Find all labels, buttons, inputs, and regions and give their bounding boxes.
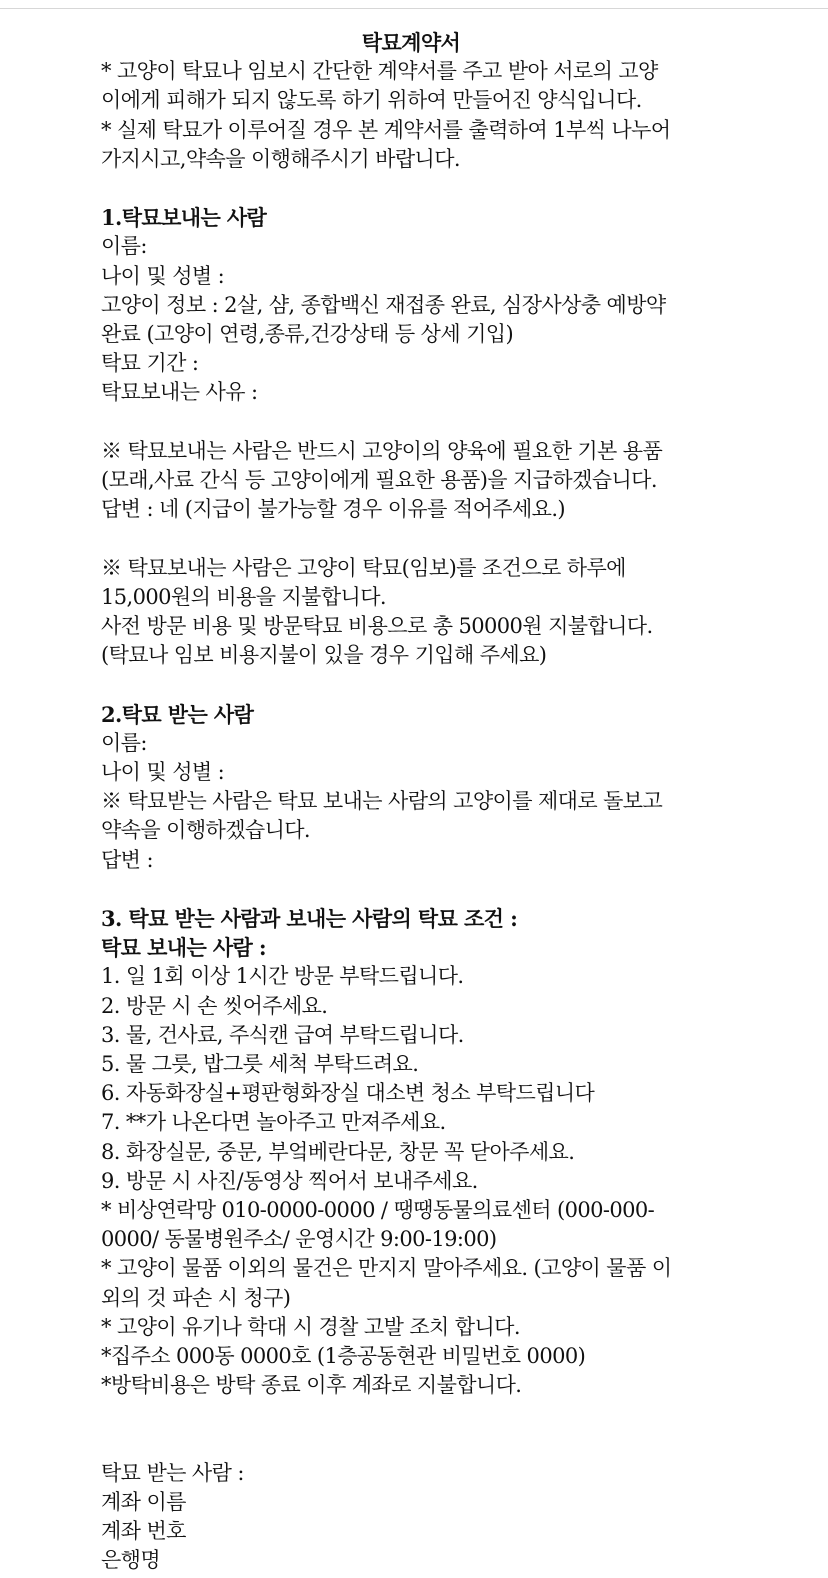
intro-block	[101, 57, 741, 174]
account-field: 은행명	[101, 1548, 161, 1573]
condition-note: * 고양이 물품 이외의 물건은 만지지 말아주세요. (고양이 물품 이	[101, 1256, 672, 1281]
condition-note: * 비상연락망 010-0000-0000 / 땡땡동물의료센터 (000-000-	[101, 1198, 655, 1223]
section-heading-sender: 1.탁묘보내는 사람	[101, 205, 267, 231]
condition-item: 9. 방문 시 사진/동영상 찍어서 보내주세요.	[101, 1168, 478, 1193]
top-divider	[0, 8, 828, 9]
sender-field: 탁묘 기간 :	[101, 351, 199, 376]
account-field: 탁묘 받는 사람 :	[101, 1460, 244, 1485]
spacer	[101, 524, 741, 553]
condition-item: 3. 물, 건사료, 주식캔 급여 부탁드립니다.	[101, 1022, 464, 1047]
supplies-answer: 답변 : 네 (지급이 불가능할 경우 이유를 적어주세요.)	[101, 497, 565, 522]
sender-field: 완료 (고양이 연령,종류,건강상태 등 상세 기입)	[101, 322, 514, 347]
account-field: 계좌 번호	[101, 1519, 186, 1544]
supplies-clause: ※ 탁묘보내는 사람은 반드시 고양이의 양육에 필요한 기본 용품	[101, 438, 663, 463]
condition-note: *집주소 000동 0000호 (1층공동현관 비밀번호 0000)	[101, 1344, 586, 1369]
sender-field: 이름:	[101, 234, 147, 259]
spacer	[101, 408, 741, 437]
sender-field: 나이 및 성별 :	[101, 263, 225, 288]
spacer	[101, 875, 741, 904]
fee-clause: 사전 방문 비용 및 방문탁묘 비용으로 총 50000원 지불합니다.	[101, 614, 653, 639]
condition-item: 7. **가 나온다면 놀아주고 만져주세요.	[101, 1110, 446, 1135]
receiver-field: 이름:	[101, 730, 147, 755]
supplies-clause: (모래,사료 간식 등 고양이에게 필요한 용품)을 지급하겠습니다.	[101, 468, 657, 493]
fee-clause: ※ 탁묘보내는 사람은 고양이 탁묘(임보)를 조건으로 하루에	[101, 555, 626, 580]
spacer	[101, 174, 741, 203]
conditions-subheading: 탁묘 보내는 사람 :	[101, 935, 267, 961]
receiver-clause: 약속을 이행하겠습니다.	[101, 818, 311, 843]
condition-item: 2. 방문 시 손 씻어주세요.	[101, 993, 328, 1018]
condition-item: 6. 자동화장실+평판형화장실 대소변 청소 부탁드립니다	[101, 1081, 595, 1106]
document-title: 탁묘계약서	[361, 30, 461, 55]
account-block	[101, 1459, 741, 1576]
intro-line: * 실제 탁묘가 이루어질 경우 본 계약서를 출력하여 1부씩 나누어	[101, 117, 671, 142]
contract-document	[101, 28, 741, 1576]
condition-note: 0000/ 동물병원주소/ 운영시간 9:00-19:00)	[101, 1227, 497, 1252]
condition-item: 5. 물 그릇, 밥그릇 세척 부탁드려요.	[101, 1052, 419, 1077]
spacer	[101, 1400, 741, 1458]
condition-note: 외의 것 파손 시 청구)	[101, 1285, 291, 1310]
sender-field: 탁묘보내는 사유 :	[101, 380, 258, 405]
section-heading-conditions: 3. 탁묘 받는 사람과 보내는 사람의 탁묘 조건 :	[101, 906, 518, 932]
spacer	[101, 670, 741, 699]
condition-note: * 고양이 유기나 학대 시 경찰 고발 조치 합니다.	[101, 1314, 520, 1339]
receiver-field: 나이 및 성별 :	[101, 760, 225, 785]
fee-clause: 15,000원의 비용을 지불합니다.	[101, 584, 386, 609]
section-conditions	[101, 904, 741, 1400]
intro-line: 가지시고,약속을 이행해주시기 바랍니다.	[101, 146, 460, 171]
section-receiver	[101, 700, 741, 875]
sender-field: 고양이 정보 : 2살, 샴, 종합백신 재접종 완료, 심장사상충 예방약	[101, 292, 666, 317]
account-field: 계좌 이름	[101, 1490, 186, 1515]
section-heading-receiver: 2.탁묘 받는 사람	[101, 701, 254, 727]
receiver-clause: ※ 탁묘받는 사람은 탁묘 보내는 사람의 고양이를 제대로 돌보고	[101, 789, 663, 814]
intro-line: 이에게 피해가 되지 않도록 하기 위하여 만들어진 양식입니다.	[101, 88, 642, 113]
condition-note: *방탁비용은 방탁 종료 이후 계좌로 지불합니다.	[101, 1373, 522, 1398]
fee-clause: (탁묘나 임보 비용지불이 있을 경우 기입해 주세요)	[101, 643, 547, 668]
condition-item: 1. 일 1회 이상 1시간 방문 부탁드립니다.	[101, 964, 464, 989]
section-sender	[101, 203, 741, 670]
intro-line: * 고양이 탁묘나 임보시 간단한 계약서를 주고 받아 서로의 고양	[101, 59, 658, 84]
receiver-answer: 답변 :	[101, 847, 153, 872]
condition-item: 8. 화장실문, 중문, 부엌베란다문, 창문 꼭 닫아주세요.	[101, 1139, 575, 1164]
